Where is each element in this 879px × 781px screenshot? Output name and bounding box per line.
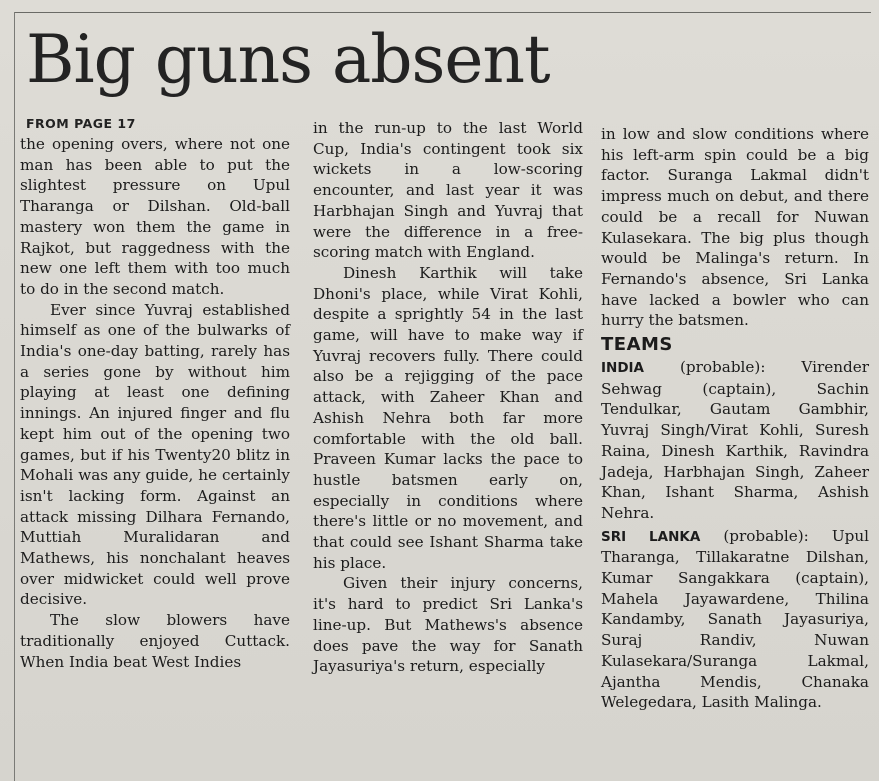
continued-from-label: FROM PAGE 17: [26, 116, 136, 131]
paragraph: Dinesh Karthik will take Dhoni's place, while Virat Kohli, despite a sprightly 54 in the last game, will have to make way if Yuvraj recovers fully. There could also be a rejigging of the pace attack, with Zaheer Khan and Ashish Nehra both far more comfortable with the old ball. Praveen Kumar lacks the pace to hustle batsmen early on, especially in conditions where there's little or no movement, and that could see Ishant Sharma take his place.: [313, 263, 583, 572]
column-2: [313, 118, 583, 677]
paragraph: Given their injury concerns, it's hard to predict Sri Lanka's line-up. But Mathews's absence does pave the way for Sanath Jayasuriya's return, especially: [313, 574, 583, 676]
srilanka-label: SRI LANKA: [601, 528, 701, 545]
teams-heading: TEAMS: [601, 334, 673, 356]
teams-section: [601, 333, 869, 713]
left-rule: [14, 12, 15, 781]
column-1: [20, 134, 290, 672]
paragraph: the opening overs, where not one man has been able to put the slightest pressure on Upul Tharanga or Dilshan. Old-ball mastery won them the game in Rajkot, but raggedness with the new one left them with too much to do in the second match.: [20, 135, 290, 298]
top-rule: [14, 12, 871, 13]
srilanka-lineup: (probable): Upul Tharanga, Tillakaratne Dilshan, Kumar Sangakkara (captain), Mahela Jayawardene, Thilina Kandamby, Sanath Jayasuriya, Suraj Randiv, Nuwan Kulasekara/Suranga Lakmal, Ajantha Mendis, Chanaka Welegedara, Lasith Malinga.: [601, 526, 869, 712]
srilanka-team: [601, 526, 869, 713]
paragraph: Ever since Yuvraj established himself as one of the bulwarks of India's one-day batting, rarely has a series gone by without him playing at least one defining innings. An injured finger and flu kept him out of the opening two games, but if his Twenty20 blitz in Mohali was any guide, he certainly isn't lacking form. Against an attack missing Dilhara Fernando, Muttiah Muralidaran and Mathews, his nonchalant heaves over midwicket could well prove decisive.: [20, 300, 290, 609]
india-lineup: (probable): Virender Sehwag (captain), Sachin Tendulkar, Gautam Gambhir, Yuvraj Singh/Virat Kohli, Suresh Raina, Dinesh Karthik, Ravindra Jadeja, Harbhajan Singh, Zaheer Khan, Ishant Sharma, Ashish Nehra.: [601, 358, 869, 522]
paragraph: in the run-up to the last World Cup, India's contingent took six wickets in a low-scoring encounter, and last year it was Harbhajan Singh and Yuvraj that were the difference in a free-scoring match with England.: [313, 119, 583, 262]
column-3: [601, 124, 869, 713]
paragraph: The slow blowers have traditionally enjoyed Cuttack. When India beat West Indies: [20, 611, 290, 671]
india-label: INDIA: [601, 360, 644, 377]
headline: Big guns absent: [26, 21, 550, 98]
india-team: [601, 357, 869, 524]
paragraph: in low and slow conditions where his left-arm spin could be a big factor. Suranga Lakmal didn't impress much on debut, and there could be a recall for Nuwan Kulasekara. The big plus though would be Malinga's return. In Fernando's absence, Sri Lanka have lacked a bowler who can hurry the batsmen.: [601, 125, 869, 330]
